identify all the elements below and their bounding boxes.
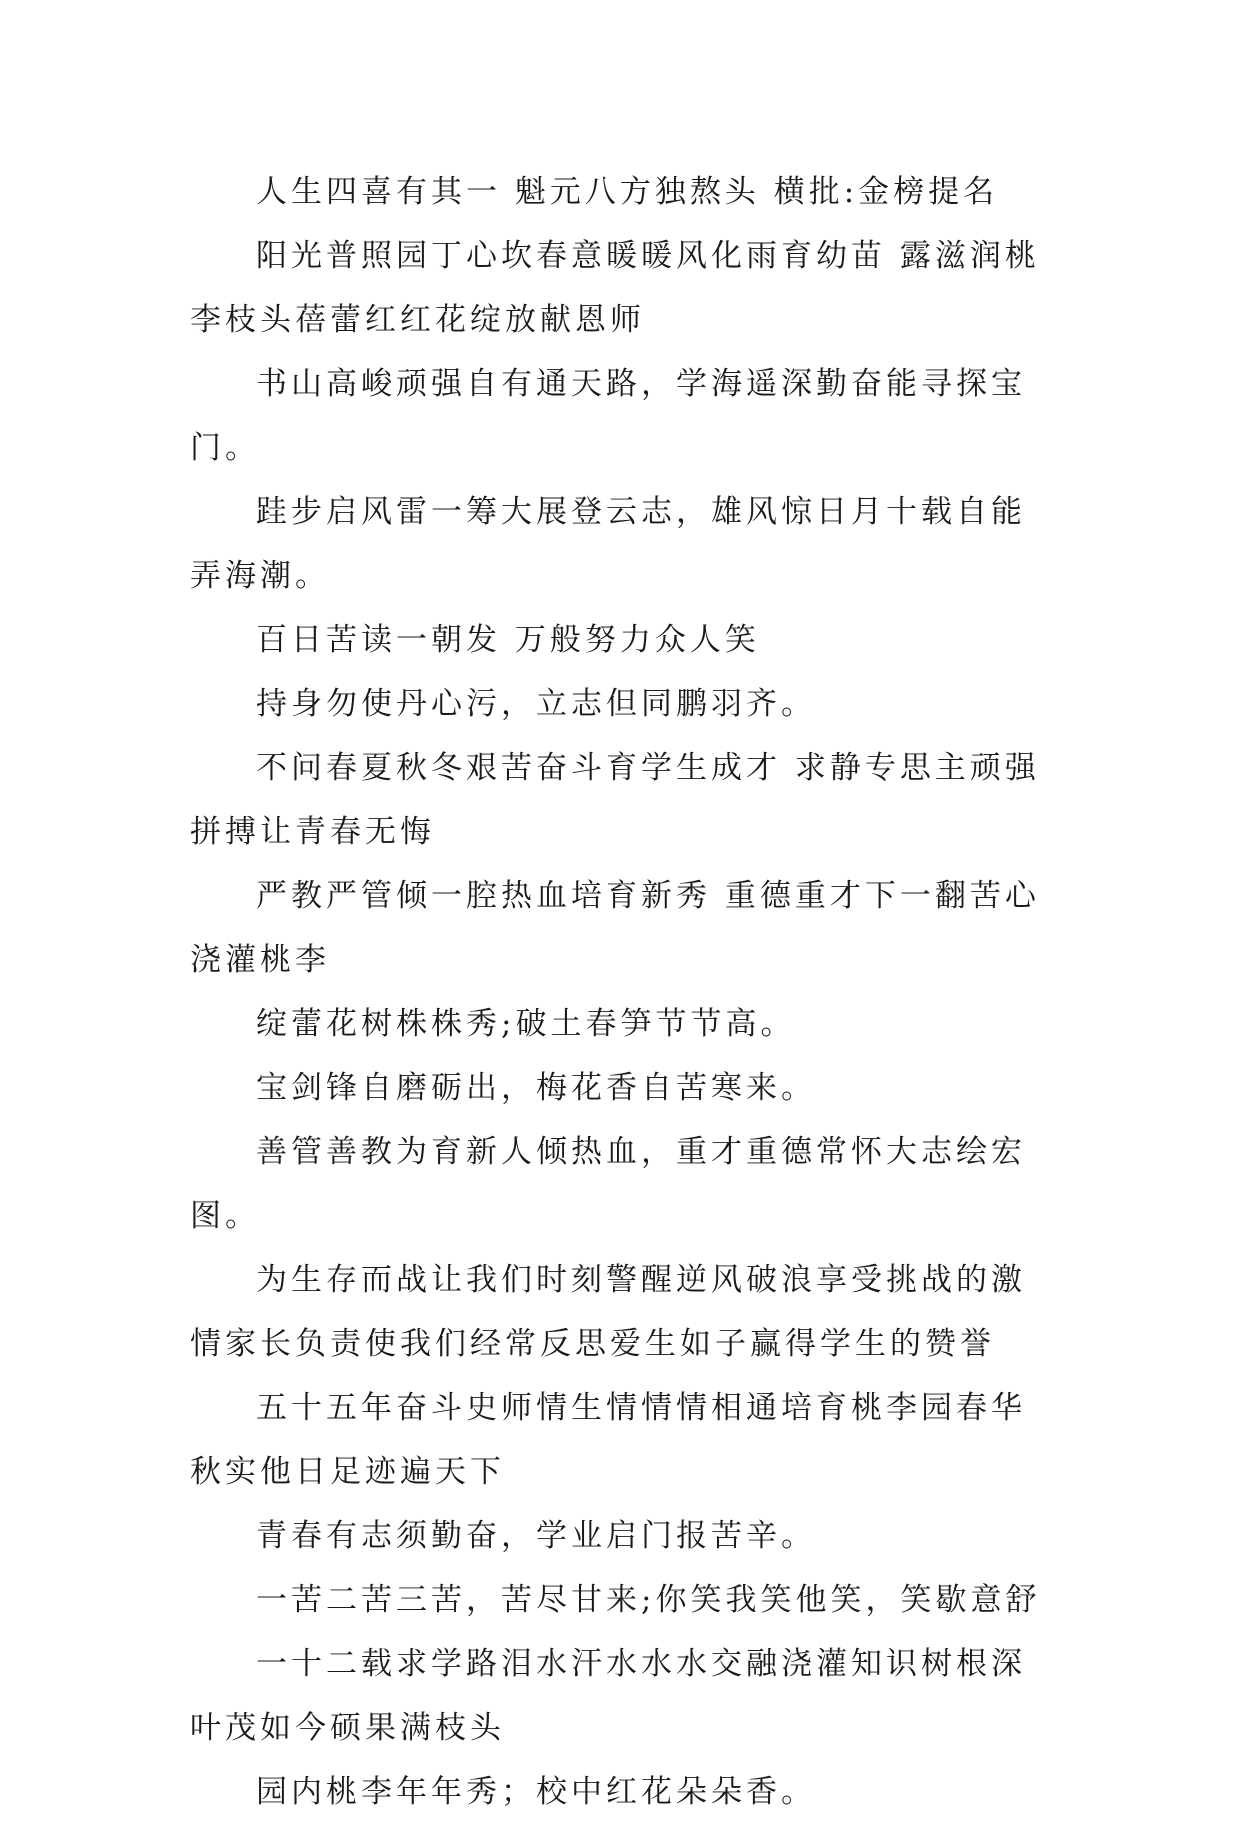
paragraph: 为生存而战让我们时刻警醒逆风破浪享受挑战的激情家长负责使我们经常反思爱生如子赢得学生的赞誉: [190, 1262, 1026, 1362]
paragraph: 不问春夏秋冬艰苦奋斗育学生成才 求静专思主顽强拼搏让青春无悔: [190, 750, 1040, 850]
paragraph: 人生四喜有其一 魁元八方独熬头 横批:金榜提名: [256, 174, 999, 210]
paragraph: 青春有志须勤奋，学业启门报苦辛。: [256, 1518, 816, 1554]
paragraph: 五十五年奋斗史师情生情情情相通培育桃李园春华秋实他日足迹遍天下: [190, 1390, 1026, 1490]
paragraph: 严教严管倾一腔热血培育新秀 重德重才下一翻苦心浇灌桃李: [190, 878, 1040, 978]
paragraph: 百日苦读一朝发 万般努力众人笑: [256, 622, 760, 658]
paragraph: 阳光普照园丁心坎春意暖暖风化雨育幼苗 露滋润桃李枝头蓓蕾红红花绽放献恩师: [190, 238, 1040, 338]
paragraph: 一十二载求学路泪水汗水水水交融浇灌知识树根深叶茂如今硕果满枝头: [190, 1646, 1026, 1746]
paragraph: 一苦二苦三苦，苦尽甘来;你笑我笑他笑，笑歇意舒: [256, 1582, 1041, 1618]
paragraph: 善管善教为育新人倾热血，重才重德常怀大志绘宏图。: [190, 1134, 1026, 1234]
paragraph: 持身勿使丹心污，立志但同鹏羽齐。: [256, 686, 816, 722]
paragraph: 宝剑锋自磨砺出，梅花香自苦寒来。: [256, 1070, 816, 1106]
document-body: [190, 160, 1060, 1824]
paragraph: 绽蕾花树株株秀;破土春笋节节高。: [256, 1006, 796, 1042]
paragraph: 跬步启风雷一筹大展登云志，雄风惊日月十载自能弄海潮。: [190, 494, 1026, 594]
paragraph: 园内桃李年年秀；校中红花朵朵香。: [256, 1774, 816, 1810]
paragraph: 书山高峻顽强自有通天路，学海遥深勤奋能寻探宝门。: [190, 366, 1026, 466]
